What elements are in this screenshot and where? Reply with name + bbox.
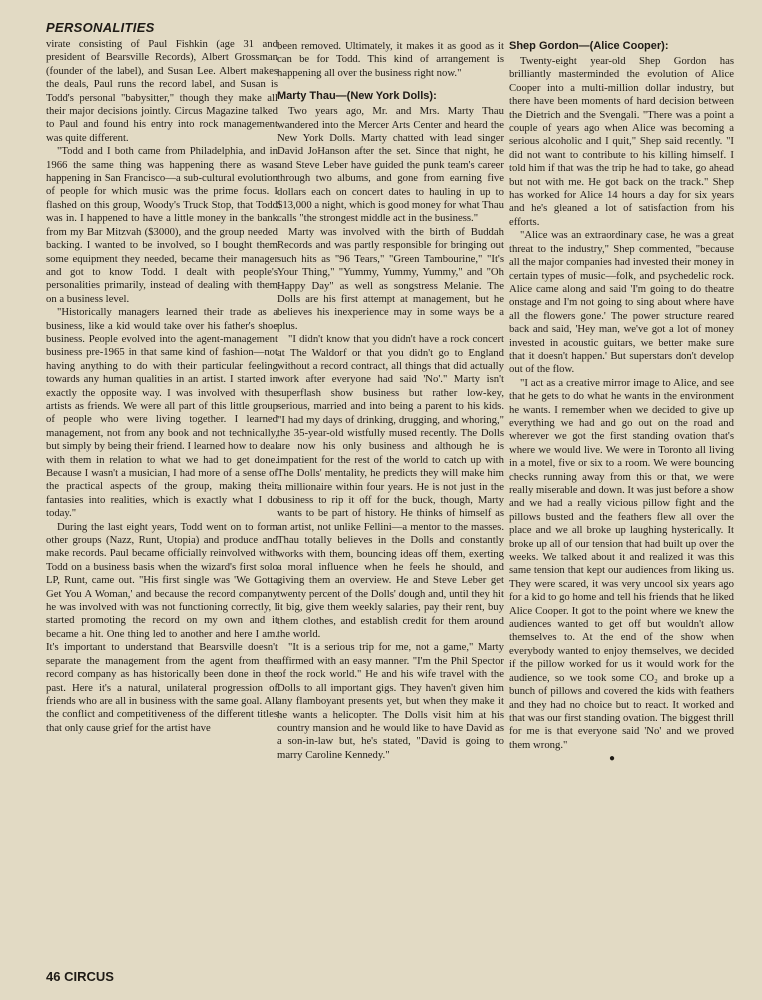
article-column-1 [46,38,278,735]
article-column-3 [509,40,734,766]
paragraph: Marty was involved with the birth of Buddah Records and was partly responsible for bringing out such hits as "96 Tears," "Green Tambourine," "It's Your Thing," "Yummy, Yummy, Yummy," and "Oh Happy Day" as well as songstress Melanie. The Dolls are his first attempt at management, but he believes his inexperience may in some ways be a plus. [277,225,504,332]
paragraph: "Historically managers learned their trade as a business, like a kid would take over his father's shoe business. People evolved into the agent-management business pre-1965 in that same kind of fashion—not having anything to do with their particular feeling towards any human qualities in an artist. I started in exactly the opposite way. I was involved with the artists as friends. We were all part of this little group of people who were living together. I learned management, not from any book and not technically, but simply by being their friend. I learned how to deal with them in relation to what we had to get done. Because I wasn't a musician, I had more of a sense of the practical aspects of the group, making their fantasies into realities, which is exactly what I do today." [46,306,278,520]
article-column-2 [277,40,504,762]
page-folio: 46 CIRCUS [46,969,114,984]
paragraph: virate consisting of Paul Fishkin (age 31 and president of Bearsville Records), Albert Grossman (founder of the label), and Susan Lee. Albert makes the deals, Paul runs the record label, and Susan is Todd's personal "babysitter," though they make all their major decisions jointly. Circus Magazine talked to Paul and found his entry into rock management was quite different. [46,38,278,144]
section-heading-shep-gordon: Shep Gordon—(Alice Cooper): [509,40,669,52]
paragraph: "I didn't know that you didn't have a rock concert at The Waldorf or that you didn't go to England without a record contract, all things that did actually work after everyone had said 'No'." Marty isn't superflash show business but rather low-key, serious, married and into being a parent to his kids. "I had my days of drinking, drugging, and whoring," the 35-year-old wistfully mused recently. The Dolls are now his only business and although he is impatient for the rest of the world to catch up with The Dolls' mentality, he predicts they will make him a millionaire within four years. He is not just in the business to rip it off for the buck, though, Marty wants to be part of history. He thinks of himself as an artist, not unlike Fellini—a mentor to the masses. Thau totally believes in the Dolls and constantly works with them, bouncing ideas off them, exerting a moral influence when he feels he should, and giving them an overview. He and Steve Leber get twenty percent of the Dolls' dough and, until they hit it big, give them weekly salaries, pay their rent, buy them clothes, and establish credit for them around the world. [277,333,504,641]
section-label: PERSONALITIES [46,20,155,35]
paragraph: During the last eight years, Todd went on to form other groups (Nazz, Runt, Utopia) and produce and make records. Paul became officially reinvolved with Todd on a business basis when the wizard's first solo LP, Runt, came out. "His first single was 'We Gotta Get You A Woman,' and because the record company he was involved with was not functioning correctly, I started promoting the record on my own and it became a hit. One thing led to another and here I am. It's important to understand that Bearsville doesn't separate the management from the agent from the record company as has historically been done in the past. Here it's a natural, unilateral progression of friends who are all in business with the same goal. All the conflict and competitiveness of the different titles that only cause grief for the artist have [46,520,278,734]
end-mark: ● [609,753,616,765]
paragraph: Twenty-eight year-old Shep Gordon has brilliantly masterminded the evolution of Alice Cooper into a multi-million dollar industry, but there have been moments of hard decision between the Dietrich and the Svengali. "There was a point a couple of years ago when Alice was becoming a serious alcoholic and I quit," Shep said recently. "I did not want to contribute to his killing himself. I told him if that was the trip he had to take, go ahead but not with me. He got back on the track." Shep has worked for Alice 14 hours a day for six years and he's gleaned a lot of satisfaction from his efforts. [509,55,734,228]
paragraph: "I act as a creative mirror image to Alice, and see that he gets to do what he wants in the environment he wants. I remember when we decided to give up everything we had and go out on the road and wherever we got the first standing ovation that's where we would live. We were in Toronto all living in a motel, five or six to a room. We were bouncing checks running away from this or that, we were really miserable and down. It was just before a show and we had a really vicious pillow fight and the pillows busted and the feathers flew all over the place and we all broke up laughing hysterically. It broke up all of our tension that had built up over the weeks. We talked about it and realized it was this same tension that kept our audiences from liking us. They were scared, it was very uncool six years ago for a kid to go home and tell his friends that he liked Alice Cooper. It got to the point where we knew the audiences wanted to get off but wouldn't allow themselves to. At the end of the show when everybody wanted to enjoy themselves, we decided if the pillow worked for us it would work for the audience, so we took some CO₂ and broke up a bunch of pillows and covered the kids with feathers and they had no choice but to react. It worked and that was our first standing ovation. The biggest thrill for me is that everyone said 'No' and we proved them wrong." [509,376,734,751]
paragraph: "Alice was an extraordinary case, he was a great threat to the industry," Shep commented, "because all the major companies had invested their money in certain types of music—folk, and psychedelic rock. Alice came along and said 'I'm going to do theatre onstage and I'm not going to sing about where have all the flowers gone.' The power structure reared back and said, 'Hey man, we've got a lot of money invested in acoustic guitars, we better make sure that it doesn't happen.' But superstars don't develop out of the flow. [509,229,734,376]
section-heading-marty-thau: Marty Thau—(New York Dolls): [277,90,437,103]
paragraph: Two years ago, Mr. and Mrs. Marty Thau wandered into the Mercer Arts Center and heard the New York Dolls. Marty chatted with lead singer David JoHanson after the set. Since that night, he and Steve Leber have guided the punk team's career through two albums, and gone from earning five dollars each on concert dates to hauling in up to $13,000 a night, which is good money for what Thau calls "the strongest middle act in the business." [277,105,504,225]
paragraph: been removed. Ultimately, it makes it as good as it can be for Todd. This kind of arrangement is happening all over the business right now." [277,40,504,79]
paragraph: "Todd and I both came from Philadelphia, and in 1966 the same thing was happening there as was happening in San Francisco—a sub-cultural evolution of people for which music was the prime focus. I flashed on this group, Woody's Truck Stop, that Todd was in. I happened to have a little money in the bank from my Bar Mitzvah ($3000), and the group needed backing. I wanted to be involved, so I bought them some equipment they needed, became their manager and got to know Todd. I dealt with people's personalities primarily, instead of dealing with them on a business level. [46,145,278,305]
paragraph: "It is a serious trip for me, not a game," Marty affirmed with an easy manner. "I'm the Phil Spector of the rock world." He and his wife travel with the Dolls to all important gigs. They haven't given him any flamboyant presents yet, but when they make it he wants a helicopter. The Dolls visit him at his country mansion and he would like to have David as a son-in-law but, he's stated, "David is going to marry Caroline Kennedy." [277,641,504,761]
